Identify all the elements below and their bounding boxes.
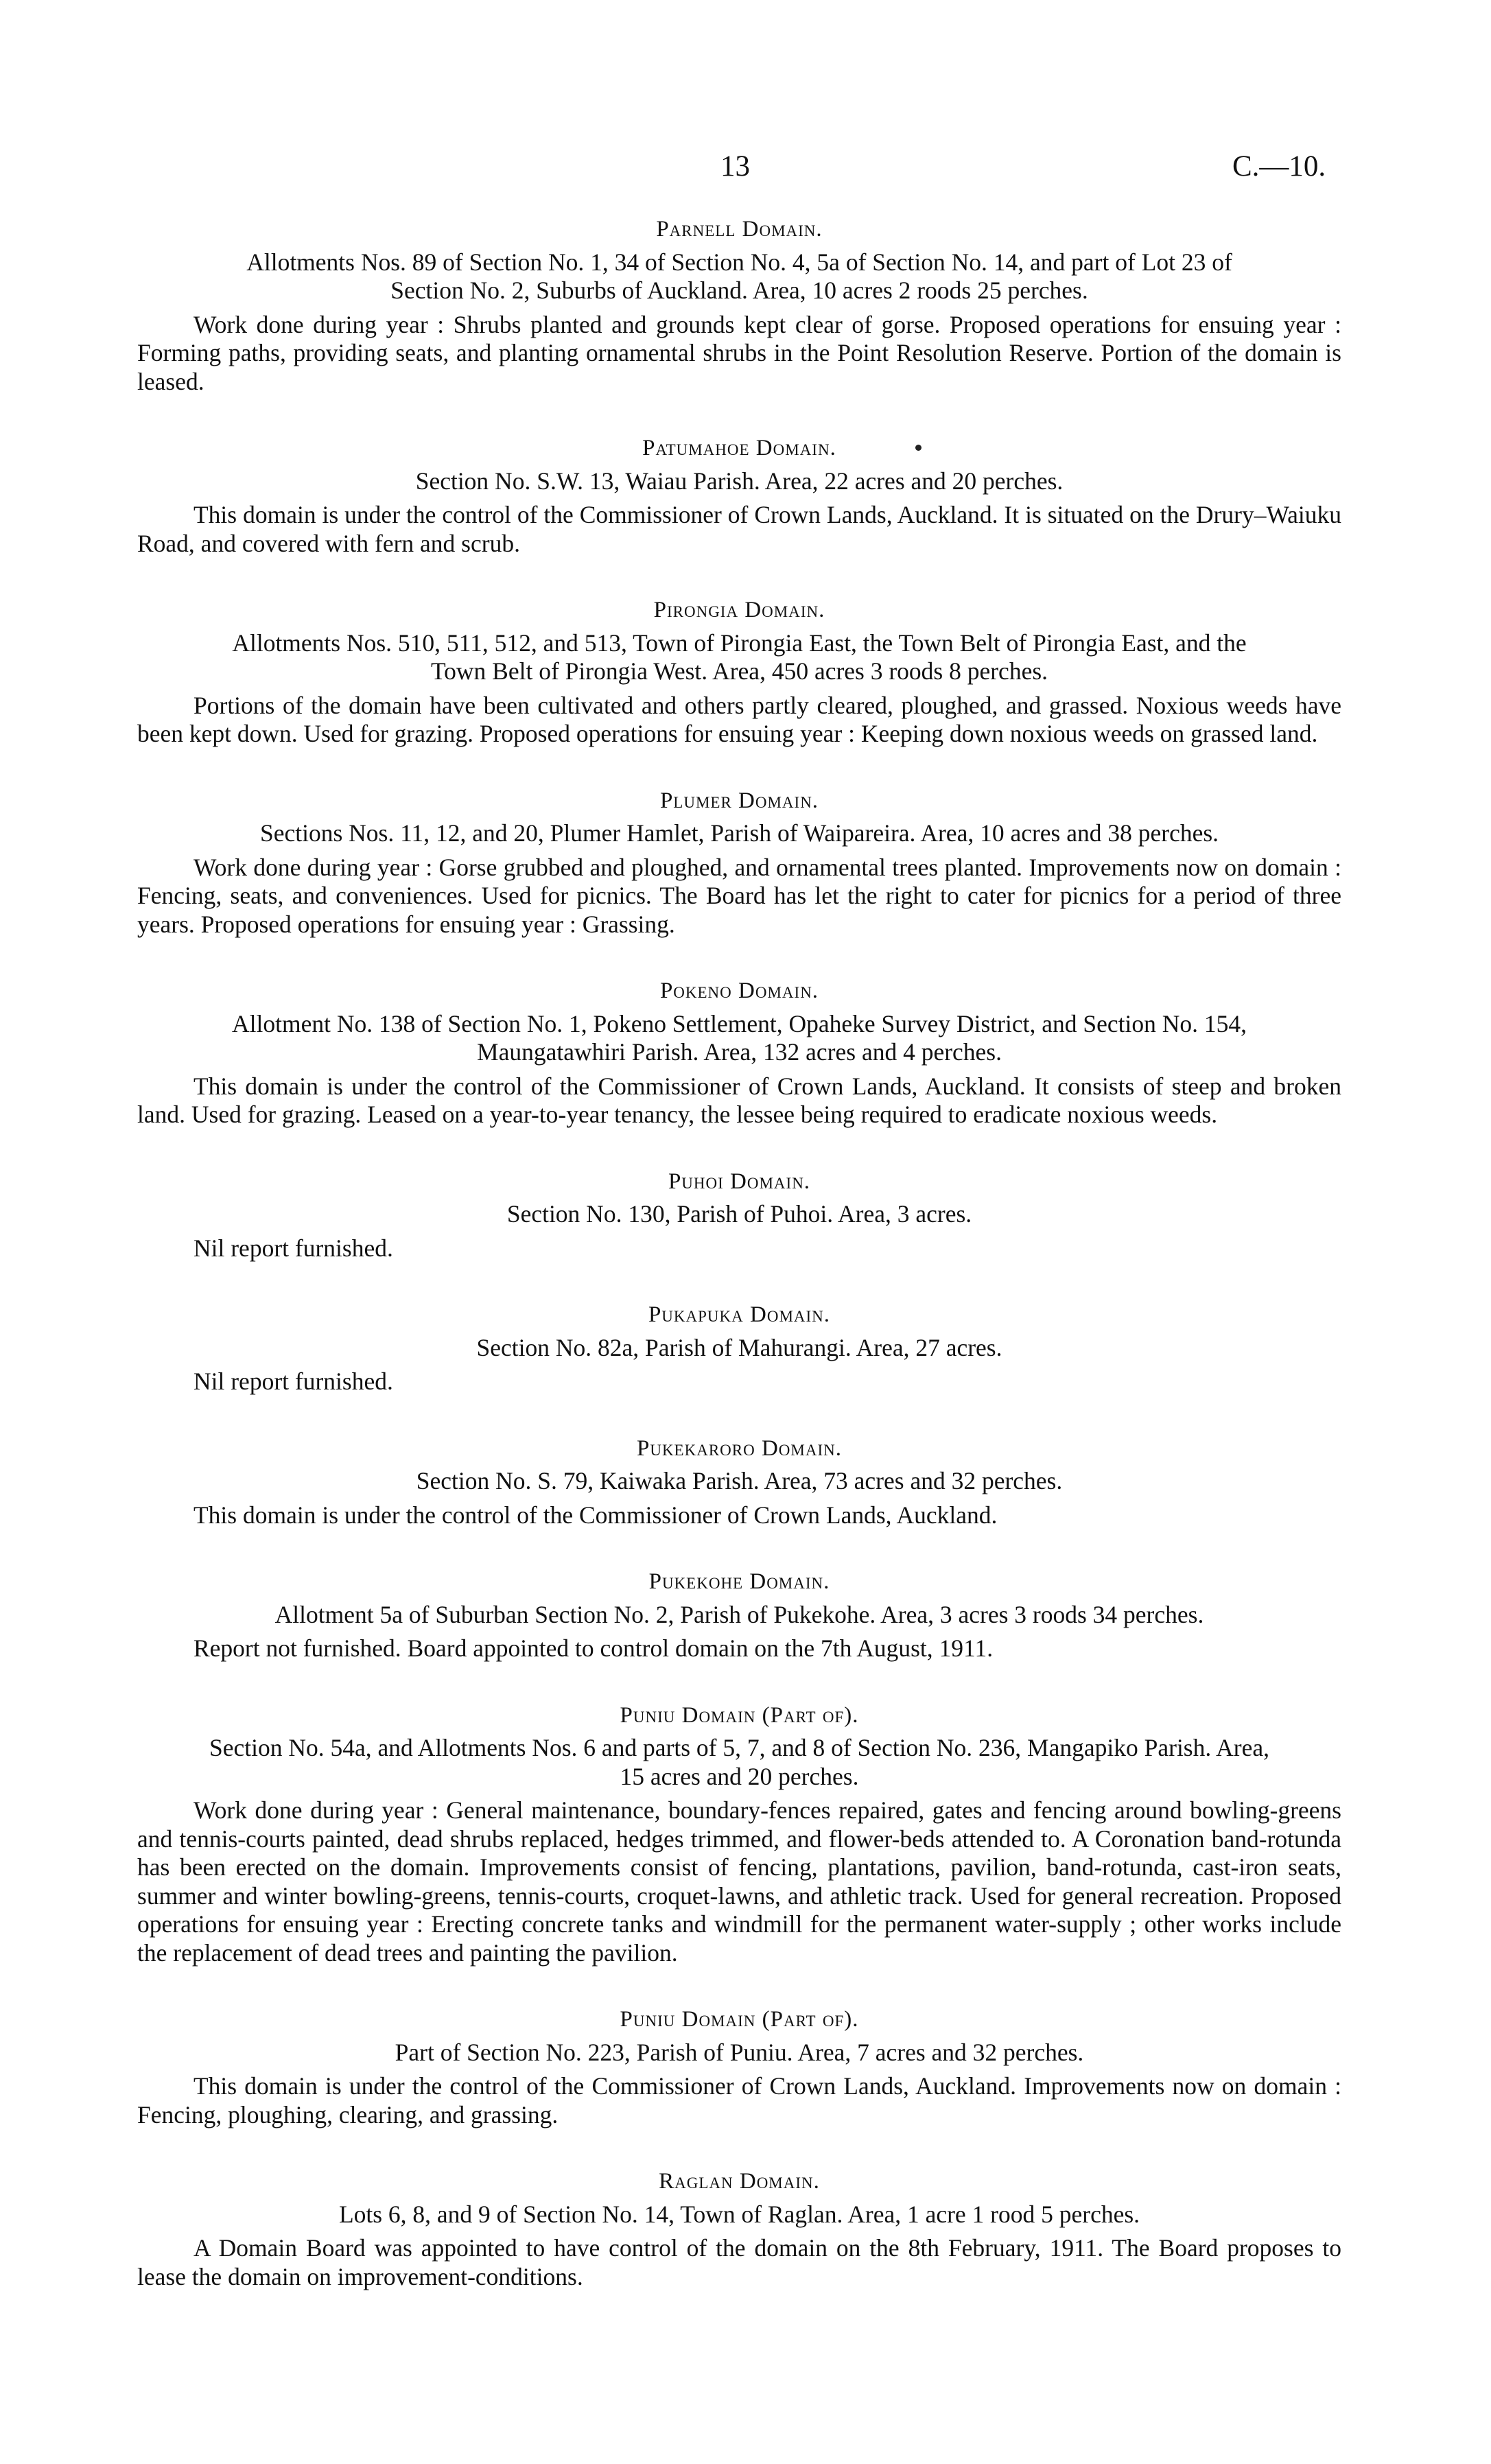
domain-report: This domain is under the control of the Commissioner of Crown Lands, Auckland. It consists of steep and broken land. Used for grazing. Leased on a year-to-year tenancy, the lessee being required to eradicate noxious weeds. <box>137 1072 1341 1128</box>
domain-report: Portions of the domain have been cultivated and others partly cleared, ploughed, and grassed. Noxious weeds have been kept down. Used for grazing. Proposed operations for ensuing year : Keeping down noxious weeds on grassed land. <box>137 691 1341 747</box>
domain-description: Section No. 82a, Parish of Mahurangi. Area, 27 acres. <box>476 1333 1002 1361</box>
report-reference: C.—10. <box>1232 150 1326 183</box>
domain-heading: Pirongia Domain. <box>653 598 825 622</box>
domain-section <box>137 1702 1341 1968</box>
domain-section <box>137 215 1341 396</box>
domain-report: Nil report furnished. <box>193 1234 393 1262</box>
domain-heading: Puniu Domain (Part of). <box>620 1702 859 1728</box>
domain-report: This domain is under the control of the Commissioner of Crown Lands, Auckland. <box>193 1501 998 1529</box>
domain-description: Allotment 5a of Suburban Section No. 2, Parish of Pukekohe. Area, 3 acres 3 roods 34 perches. <box>274 1600 1204 1628</box>
domain-description: Sections Nos. 11, 12, and 20, Plumer Hamlet, Parish of Waipareira. Area, 10 acres and 38 perches. <box>259 819 1219 847</box>
domain-report: Nil report furnished. <box>193 1368 393 1395</box>
domain-report: A Domain Board was appointed to have control of the domain on the 8th February, 1911. The Board proposes to lease the domain on improvement-conditions. <box>137 2234 1341 2290</box>
domain-heading: Raglan Domain. <box>659 2169 820 2194</box>
domain-section <box>137 2168 1341 2291</box>
domain-section <box>137 2006 1341 2129</box>
domain-description: Section No. S.W. 13, Waiau Parish. Area, 22 acres and 20 perches. <box>415 467 1064 495</box>
domain-description: Section No. S. 79, Kaiwaka Parish. Area, 73 acres and 32 perches. <box>416 1467 1063 1494</box>
domain-report: This domain is under the control of the Commissioner of Crown Lands, Auckland. It is situated on the Drury–Waiuku Road, and covered with fern and scrub. <box>137 501 1341 557</box>
domain-description: Allotments Nos. 510, 511, 512, and 513, Town of Pirongia East, the Town Belt of Pirongia East, and the Town Belt of Pirongia West. Area, 450 acres 3 roods 8 perches. <box>232 629 1247 685</box>
domain-report: Work done during year : General maintenance, boundary-fences repaired, gates and fencing around bowling-greens and tennis-courts painted, dead shrubs replaced, hedges trimmed, and flower-beds attended to. A Coronation band-rotunda has been erected on the domain. Improvements consist of fencing, plantations, pavilion, band-rotunda, cast-iron seats, summer and winter bowling-greens, tennis-courts, croquet-lawns, and athletic track. Used for general recreation. Proposed operations for ensuing year : Erecting concrete tanks and windmill for the permanent water-supply ; other works include the replacement of dead trees and painting the pavilion. <box>137 1796 1341 1967</box>
domain-heading: Pukapuka Domain. <box>648 1302 831 1327</box>
domain-heading: Pokeno Domain. <box>659 978 819 1003</box>
domain-description: Lots 6, 8, and 9 of Section No. 14, Town of Raglan. Area, 1 acre 1 rood 5 perches. <box>338 2200 1140 2228</box>
domain-heading: Patumahoe Domain. <box>642 436 836 460</box>
domain-heading: Parnell Domain. <box>656 217 823 242</box>
domain-section <box>137 1435 1341 1530</box>
domain-section <box>137 596 1341 749</box>
domain-section <box>137 1568 1341 1663</box>
page-number: 13 <box>720 150 750 183</box>
domain-heading: Puniu Domain (Part of). <box>620 2007 859 2032</box>
domain-description: Section No. 54a, and Allotments Nos. 6 and parts of 5, 7, and 8 of Section No. 236, Mangapiko Parish. Area, 15 acres and 20 perches. <box>209 1734 1270 1790</box>
page-header <box>0 150 1491 191</box>
domain-section <box>137 977 1341 1129</box>
domain-description: Section No. 130, Parish of Puhoi. Area, 3 acres. <box>506 1200 972 1228</box>
domain-section <box>137 434 1341 558</box>
domain-report: Work done during year : Gorse grubbed and ploughed, and ornamental trees planted. Improvements now on domain : Fencing, seats, and conveniences. Used for picnics. The Board has let the right to cater for picnics for a period of three years. Proposed operations for ensuing year : Grassing. <box>137 853 1341 938</box>
domain-heading: Plumer Domain. <box>659 788 819 813</box>
domain-report: Report not furnished. Board appointed to control domain on the 7th August, 1911. <box>193 1634 994 1662</box>
domain-heading: Puhoi Domain. <box>668 1169 811 1194</box>
domain-report: This domain is under the control of the Commissioner of Crown Lands, Auckland. Improvements now on domain : Fencing, ploughing, clearing, and grassing. <box>137 2072 1341 2128</box>
domain-heading: Pukekaroro Domain. <box>636 1435 842 1461</box>
domain-section <box>137 1168 1341 1263</box>
domain-section <box>137 1301 1341 1396</box>
domain-description: Allotments Nos. 89 of Section No. 1, 34 of Section No. 4, 5a of Section No. 14, and part of Lot 23 of Section No. 2, Suburbs of Auckland. Area, 10 acres 2 roods 25 perches. <box>246 248 1232 304</box>
domain-heading: Pukekohe Domain. <box>648 1569 830 1594</box>
domain-description: Part of Section No. 223, Parish of Puniu. Area, 7 acres and 32 perches. <box>395 2038 1084 2066</box>
domain-description: Allotment No. 138 of Section No. 1, Pokeno Settlement, Opaheke Survey District, and Section No. 154, Maungatawhiri Parish. Area, 132 acres and 4 perches. <box>232 1009 1247 1066</box>
domain-report: Work done during year : Shrubs planted and grounds kept clear of gorse. Proposed operations for ensuing year : Forming paths, providing seats, and planting ornamental shrubs in the Point Resolution Reserve. Portion of the domain is leased. <box>137 310 1341 395</box>
domain-section <box>137 787 1341 939</box>
domain-list <box>137 215 1341 2330</box>
